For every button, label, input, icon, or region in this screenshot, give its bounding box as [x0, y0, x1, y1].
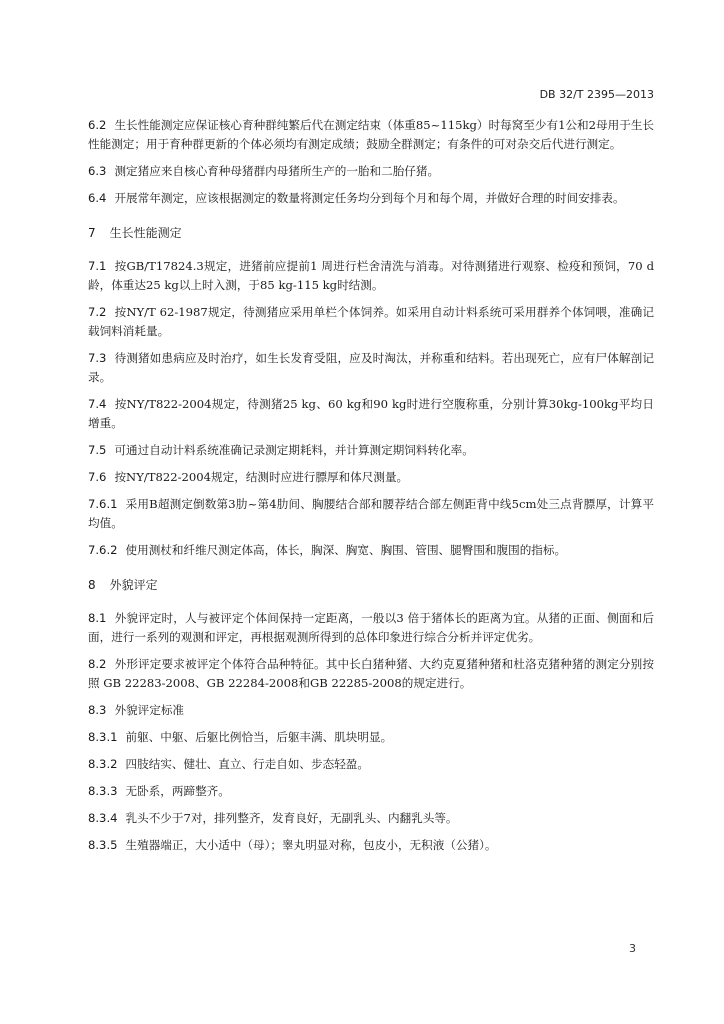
document-body [88, 116, 654, 863]
clause-7-6: 7.6 按NY/T822-2004规定，结测时应进行膘厚和体尺测量。 [88, 470, 409, 484]
clause-7-1: 7.1 按GB/T17824.3规定，进猪前应提前1 周进行栏舍清洗与消毒。对待测猪进行观察、检疫和预饲，70 d龄，体重达25 kg以上时入测，于85 kg-115 kg时结测。 [88, 259, 654, 292]
clause-8-3-4: 8.3.4 乳头不少于7对，排列整齐，发育良好，无副乳头、内翻乳头等。 [88, 811, 458, 825]
subsection-8-3-heading: 8.3 外貌评定标准 [88, 703, 185, 717]
clause-8-3-2: 8.3.2 四肢结实、健壮、直立、行走自如、步态轻盈。 [88, 757, 369, 771]
clause-6-4: 6.4 开展常年测定，应该根据测定的数量将测定任务均分到每个月和每个周，并做好合理的时间安排表。 [88, 191, 625, 205]
document-code: DB 32/T 2395—2013 [539, 88, 654, 101]
section-7-heading: 7 生长性能测定 [88, 226, 182, 240]
clause-8-3-3: 8.3.3 无卧系，两蹄整齐。 [88, 784, 230, 798]
clause-8-2: 8.2 外形评定要求被评定个体符合品种特征。其中长白猪种猪、大约克夏猪种猪和杜洛克猪种猪的测定分别按照 GB 22283-2008、GB 22284-2008和GB 22285-2008的规定进行。 [88, 657, 654, 690]
clause-8-3-1: 8.3.1 前躯、中躯、后躯比例恰当，后躯丰满、肌块明显。 [88, 730, 393, 744]
clause-8-1: 8.1 外貌评定时，人与被评定个体间保持一定距离，一般以3 倍于猪体长的距离为宜。从猪的正面、侧面和后面，进行一系列的观测和评定，再根据观测所得到的总体印象进行综合分析并评定优劣。 [88, 611, 654, 644]
clause-7-5: 7.5 可通过自动计料系统准确记录测定期耗料，并计算测定期饲料转化率。 [88, 443, 474, 457]
section-8-heading: 8 外貌评定 [88, 578, 158, 592]
clause-7-3: 7.3 待测猪如患病应及时治疗，如生长发育受阻，应及时淘汰，并称重和结料。若出现死亡，应有尸体解剖记录。 [88, 351, 654, 384]
clause-7-6-2: 7.6.2 使用测杖和纤维尺测定体高，体长，胸深、胸宽、胸围、管围、腿臀围和腹围的指标。 [88, 543, 567, 557]
clause-6-3: 6.3 测定猪应来自核心育种母猪群内母猪所生产的一胎和二胎仔猪。 [88, 164, 440, 178]
clause-7-6-1: 7.6.1 采用B超测定倒数第3肋~第4肋间、胸腰结合部和腰荐结合部左侧距背中线5cm处三点背膘厚，计算平均值。 [88, 497, 654, 530]
clause-7-4: 7.4 按NY/T822-2004规定，待测猪25 kg、60 kg和90 kg时进行空腹称重，分别计算30kg-100kg平均日增重。 [88, 397, 654, 430]
page-number: 3 [629, 942, 636, 955]
clause-8-3-5: 8.3.5 生殖器端正，大小适中（母）；睾丸明显对称，包皮小，无积液（公猪）。 [88, 838, 497, 852]
clause-6-2: 6.2 生长性能测定应保证核心育种群纯繁后代在测定结束（体重85~115kg）时每窝至少有1公和2母用于生长性能测定；用于育种群更新的个体必须均有测定成绩；鼓励全群测定；有条件的可对杂交后代进行测定。 [88, 118, 655, 151]
clause-7-2: 7.2 按NY/T 62-1987规定，待测猪应采用单栏个体饲养。如采用自动计料系统可采用群养个体饲喂，准确记载饲料消耗量。 [88, 305, 654, 338]
